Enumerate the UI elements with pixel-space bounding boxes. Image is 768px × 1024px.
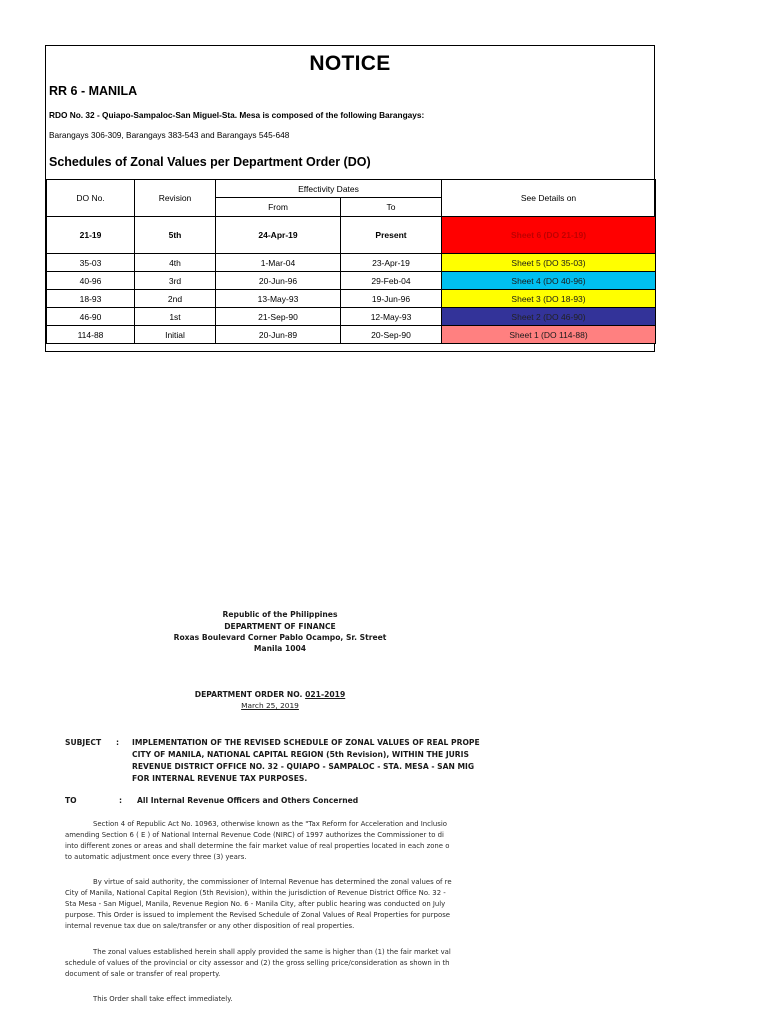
paragraph-line: purpose. This Order is issued to implement the Revised Schedule of Zonal Values of Real Properties for purpose bbox=[65, 911, 451, 919]
subject-line: IMPLEMENTATION OF THE REVISED SCHEDULE OF ZONAL VALUES OF REAL PROPE bbox=[132, 738, 480, 747]
paragraph-line: City of Manila, National Capital Region (5th Revision), within the jurisdiction of Revenue District Office No. 32 - bbox=[65, 889, 446, 897]
header-revision: Revision bbox=[135, 180, 216, 217]
header-see-details: See Details on bbox=[442, 180, 656, 217]
header-do-no: DO No. bbox=[47, 180, 135, 217]
subject-line: FOR INTERNAL REVENUE TAX PURPOSES. bbox=[132, 774, 308, 783]
schedules-heading: Schedules of Zonal Values per Department Order (DO) bbox=[49, 155, 371, 169]
cell-revision: 2nd bbox=[135, 290, 216, 308]
paragraph-line: to automatic adjustment once every three (3) years. bbox=[65, 853, 247, 861]
subject-label: SUBJECT bbox=[65, 738, 102, 747]
cell-do-no: 21-19 bbox=[47, 217, 135, 254]
order-title-prefix: DEPARTMENT ORDER NO. bbox=[194, 690, 303, 699]
subject-colon: : bbox=[116, 738, 120, 747]
paragraph-line: The zonal values established herein shall apply provided the same is higher than (1) the fair market val bbox=[93, 948, 451, 956]
cell-do-no: 18-93 bbox=[47, 290, 135, 308]
cell-do-no: 114-88 bbox=[47, 326, 135, 344]
cell-to: 12-May-93 bbox=[341, 308, 442, 326]
paragraph-line: into different zones or areas and shall determine the fair market value of real properties located in each zone o bbox=[65, 842, 450, 850]
table-row bbox=[47, 217, 656, 254]
rdo-description: RDO No. 32 - Quiapo-Sampaloc-San Miguel-Sta. Mesa is composed of the following Barangays: bbox=[49, 110, 425, 120]
cell-to: 23-Apr-19 bbox=[341, 254, 442, 272]
cell-revision: 1st bbox=[135, 308, 216, 326]
cell-from: 20-Jun-89 bbox=[216, 326, 341, 344]
paragraph-line: amending Section 6 ( E ) of National Internal Revenue Code (NIRC) of 1997 authorizes the Commissioner to di bbox=[65, 831, 444, 839]
header-line: DEPARTMENT OF FINANCE bbox=[224, 622, 336, 631]
to-colon: : bbox=[119, 796, 123, 805]
table-row bbox=[47, 272, 656, 290]
paragraph-line: document of sale or transfer of real property. bbox=[65, 970, 221, 978]
sheet-link[interactable]: Sheet 3 (DO 18-93) bbox=[442, 290, 656, 308]
cell-from: 21-Sep-90 bbox=[216, 308, 341, 326]
header-from: From bbox=[216, 198, 341, 217]
header-to: To bbox=[341, 198, 442, 217]
zonal-values-table bbox=[46, 179, 656, 344]
table-row bbox=[47, 254, 656, 272]
subject-line: REVENUE DISTRICT OFFICE NO. 32 - QUIAPO - SAMPALOC - STA. MESA - SAN MIG bbox=[132, 762, 475, 771]
barangays-line: Barangays 306-309, Barangays 383-543 and Barangays 545-648 bbox=[49, 130, 290, 140]
department-order-scan bbox=[0, 600, 768, 1024]
paragraph-line: Section 4 of Republic Act No. 10963, otherwise known as the "Tax Reform for Acceleration and Inclusio bbox=[93, 820, 447, 828]
sheet-link[interactable]: Sheet 1 (DO 114-88) bbox=[442, 326, 656, 344]
sheet-link[interactable]: Sheet 4 (DO 40-96) bbox=[442, 272, 656, 290]
cell-from: 24-Apr-19 bbox=[216, 217, 341, 254]
sheet-link[interactable]: Sheet 5 (DO 35-03) bbox=[442, 254, 656, 272]
notice-title: NOTICE bbox=[309, 52, 391, 75]
cell-from: 1-Mar-04 bbox=[216, 254, 341, 272]
paragraph-line: Sta Mesa - San Miguel, Manila, Revenue Region No. 6 - Manila City, after public hearing was conducted on July bbox=[65, 900, 446, 908]
cell-do-no: 46-90 bbox=[47, 308, 135, 326]
cell-do-no: 35-03 bbox=[47, 254, 135, 272]
cell-to: Present bbox=[341, 217, 442, 254]
to-recipients: All Internal Revenue Officers and Others Concerned bbox=[137, 796, 359, 805]
sheet-link[interactable]: Sheet 6 (DO 21-19) bbox=[442, 217, 656, 254]
subject-line: CITY OF MANILA, NATIONAL CAPITAL REGION (5th Revision), WITHIN THE JURIS bbox=[132, 750, 469, 759]
to-label: TO bbox=[65, 796, 77, 805]
paragraph-line: schedule of values of the provincial or city assessor and (2) the gross selling price/consideration as shown in th bbox=[65, 959, 450, 967]
paragraph-line: By virtue of said authority, the commissioner of Internal Revenue has determined the zonal values of re bbox=[93, 878, 452, 886]
paragraph-line: internal revenue tax due on sale/transfer or any other disposition of real properties. bbox=[65, 922, 355, 930]
cell-to: 19-Jun-96 bbox=[341, 290, 442, 308]
header-effectivity: Effectivity Dates bbox=[216, 180, 442, 198]
closing-line: This Order shall take effect immediately. bbox=[93, 995, 233, 1003]
table-row bbox=[47, 290, 656, 308]
order-date: March 25, 2019 bbox=[241, 701, 299, 710]
cell-do-no: 40-96 bbox=[47, 272, 135, 290]
cell-to: 29-Feb-04 bbox=[341, 272, 442, 290]
table-row bbox=[47, 308, 656, 326]
cell-from: 13-May-93 bbox=[216, 290, 341, 308]
header-line: Roxas Boulevard Corner Pablo Ocampo, Sr. Street bbox=[173, 633, 387, 642]
header-line: Manila 1004 bbox=[253, 644, 307, 653]
header-line: Republic of the Philippines bbox=[222, 610, 338, 619]
sheet-link[interactable]: Sheet 2 (DO 46-90) bbox=[442, 308, 656, 326]
order-number: 021-2019 bbox=[305, 690, 346, 699]
order-title bbox=[0, 690, 540, 699]
notice-box bbox=[45, 45, 655, 352]
cell-revision: 4th bbox=[135, 254, 216, 272]
cell-from: 20-Jun-96 bbox=[216, 272, 341, 290]
cell-revision: 5th bbox=[135, 217, 216, 254]
cell-revision: 3rd bbox=[135, 272, 216, 290]
cell-to: 20-Sep-90 bbox=[341, 326, 442, 344]
cell-revision: Initial bbox=[135, 326, 216, 344]
table-row bbox=[47, 326, 656, 344]
region-label: RR 6 - MANILA bbox=[49, 84, 138, 98]
